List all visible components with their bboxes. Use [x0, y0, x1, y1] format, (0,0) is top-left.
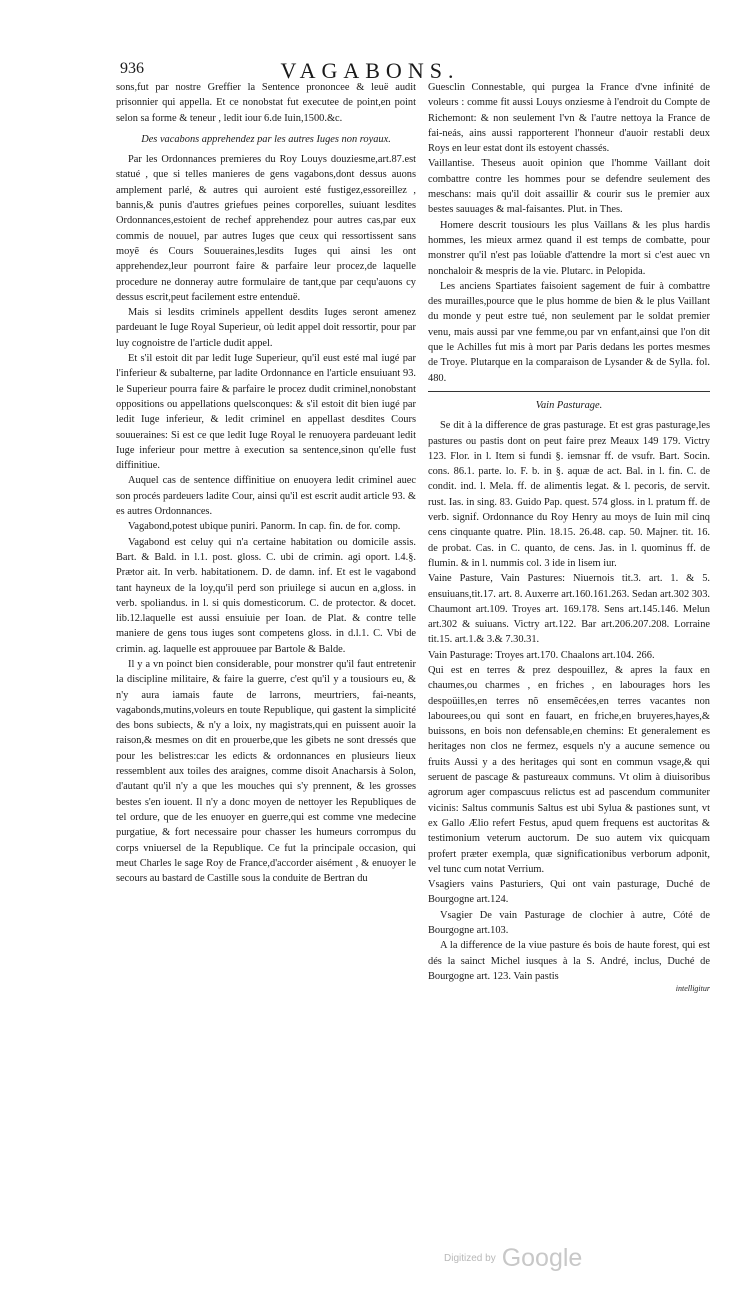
right-paragraph: Homere descrit tousiours les plus Vaillans & les plus hardis hommes, les mieux armez quand il est temps de combatte, pour monstrer qu'il n'est pas loüable d'attendre la mort si c'est auec vn nonchaloir & mespris de la vie. Plutarc. in Pelopida. — [428, 219, 710, 277]
right-paragraph: Vsagiers vains Pasturiers, Qui ont vain pasturage, Duché de Bourgogne art.124. — [428, 879, 710, 906]
left-paragraph: Et s'il estoit dit par ledit Iuge Superieur, qu'il eust esté mal iugé par l'inferieur & subalterne, par ladite Ordonnance en l'article ensuiuant 93. le Superieur pourra faire & parfaire le procez dudit criminel,nonobstant oppositions ou appellations quelsconques: & s'il estoit dit bien iugé par ledit Iuge inferieur, & ledit criminel en appellast desdites Cours souueraines: Si est ce que ledit Iuge Royal le renuoyera pardeuant ledit Iuge inferieur pour mettre à execution sa sentence,sinon qu'elle fust diffinitiue. — [116, 353, 416, 472]
page-number: 936 — [120, 60, 144, 77]
digitized-watermark — [444, 1244, 644, 1274]
right-paragraph: Qui est en terres & prez despouillez, & apres la faux en chaumes,ou charmes , en friches , en labourages hors les despoüilles,en terres nõ ensemẽcées,en terres vacantes non labourees,ou qui sont en fauart, en friche,en bruyeres,hayes,& buissons, en bois non defensable,en chemins: Et generalement es heritages non clos ne fermez, esquels n'y a aucune semence ou fruits Aussi y a des heritages qui sont en commun vsage,& qui seruent de pascage & pastureaux communs. Vt olim à diuisoribus agrorum ager compascuus relictus est ad pascendum communiter vicinis: Saltus communis Saltus est ubi Sylua & pastiones sunt, vt ex Gallo Ælio refert Festus, apud quem frequens est auctoritas & testimonium veterum auctorum. De suo autem vix quicquam profert præter exempla, quæ significationibus verborum adponit, vel tunc cum notat Verrium. — [428, 664, 710, 875]
right-paragraph: intelligitur — [675, 984, 710, 994]
right-rule — [428, 391, 710, 392]
right-paragraph: Vaine Pasture, Vain Pastures: Niuernois tit.3. art. 1. & 5. ensuiuans,tit.17. art. 8. Auxerre art.160.161.263. Sedan art.302 303. Chaumont art.109. Troyes art. 169.178. Sens art.145.146. Melun art.302 & suiuans. Victry art.122. Bar art.206.207.208. Lorraine tit.15. art.1.& 3.& 7.30.31. — [428, 573, 710, 646]
left-paragraph: Mais si lesdits criminels appellent desdits Iuges seront amenez pardeuant le Iuge Royal Superieur, où ledit appel doit ressortir, pour par luy cognoistre de l'article dudit appel. — [116, 307, 416, 349]
right-section-heading: Vain Pasturage. — [535, 399, 603, 411]
left-paragraph: Auquel cas de sentence diffinitiue on enuoyera ledit criminel auec son procés pardeuers ladite Cour, ainsi qu'il est escrit audit article 93. & es autres Ordonnances. — [116, 475, 416, 518]
right-column — [428, 80, 710, 993]
left-column — [116, 80, 416, 886]
left-paragraph: sons,fut par nostre Greffier la Sentence prononcee & leuë audit prisonnier qui appella. Et ce nonobstat fut executee de point,en point selon sa forme & teneur , ledit iour 6.de Iuin,1500.&c. — [116, 82, 416, 124]
left-paragraph: Il y a vn poinct bien considerable, pour monstrer qu'il faut entretenir la discipline militaire, & faire la guerre, c'est qu'il y a tousiours eu, & n'y aura iamais faute de larrons, meurtriers, fai-neants, vagabonds,mutins,voleurs en toute Republique, qui gastent la simplicité des bons subiects, & n'y a loix, ny magistrats,qui en puissent auoir la raison,& mesmes on dit en prouerbe,que les gibets ne sont dressés que pour les belistres:car les edicts & ordonnances en plusieurs lieux ressemblent aux toiles des araignes, comme disoit Anacharsis à Solon, d'autant qu'il n'y a que les mouches qui s'y prennent, & les grosses bestes s'en iouent. Il n'y a donc moyen de nettoyer les Republiques de tel ordure, que de les enuoyer en guerre,qui est comme vne medecine purgatiue, & fort necessaire pour chasser les humeurs corrompus du corps vniuersel de la Republique. Ce fut la principale occasion, qui meut Charles le sage Roy de France,d'accorder aisément , & enuoyer le secours au bastard de Castille sous la conduite de Bertran du — [116, 658, 416, 885]
right-paragraph: Vsagier De vain Pasturage de clochier à autre, Cóté de Bourgogne art.103. — [428, 909, 710, 937]
left-paragraph: Vagabond,potest ubique puniri. Panorm. In cap. fin. de for. comp. — [128, 521, 401, 533]
right-paragraph: A la difference de la viue pasture és bois de haute forest, qui est dés la sainct Michel iusques à la S. André, inclus, Duché de Bourgogne art. 123. Vain pastis — [428, 940, 710, 982]
right-paragraph: Les anciens Spartiates faisoient sagement de fuir à combattre des murailles,pource que le plus homme de bien & le plus Vaillant du monde y peut estre tué, non seulement par le soldat premier venu, mais aussi par vne femme,ou par vn enfant,ainsi que l'on dit que le Achilles fut mis à mort par Paris dedans les portes mesmes de Troye. Plutarque en la comparaison de Lysander & de Sylla. fol. 480. — [428, 280, 710, 384]
left-paragraph: Vagabond est celuy qui n'a certaine habitation ou domicile assis. Bart. & Bald. in l.1. post. gloss. C. ubi de crimin. agi oport. l.4.§. Prætor ait. In verb. habitationem. D. de damn. inf. Et est le vagabond tant hayneux de la loy,qu'il perd son priuilege si aucun en a,gloss. in verb. spoliandus. in l. si quis domesticorum. C. de protector. & docet. lib.12.laquelle est aussi ensuiuie per Ioan. de Plat. & contre telle maniere de gens tous iuges sont competens gloss. in d.l.1. C. Vbi de crimin. ag. laquelle est approuuee par Bartole & Balde. — [116, 536, 416, 655]
left-section-heading: Des vacabons apprehendez par les autres Iuges non royaux. — [141, 133, 391, 145]
watermark-label: Digitized by — [444, 1253, 496, 1264]
right-paragraph: Vaillantise. Theseus auoit opinion que l'homme Vaillant doit combattre contre les hommes pour se defendre seulement des meschans: mais qu'il doit assaillir & courir sus le premier aux bestes sauuages & mal-faisantes. Plut. in Thes. — [428, 158, 710, 216]
watermark-brand: Google — [501, 1244, 583, 1272]
running-title: VAGABONS. — [280, 58, 460, 83]
right-paragraph: Vain Pasturage: Troyes art.170. Chaalons art.104. 266. — [428, 649, 655, 661]
right-paragraph: Se dit à la difference de gras pasturage. Et est gras pasturage,les pastures ou pastis dont on peut faire prez Meaux 149 179. Victry 123. Flor. in l. Item si fundi §. iemsnar ff. de vsufr. Bart. Socin. cons. 86.1. parte. lo. F. b. in §. aquæ de act. Bal. in l. fin. C. de condit. ind. l. Mela. ff. de alimentis legat. & l. pecoris, de servit. rust. Ias. in sing. 83. Guido Pap. quest. 574 gloss. in l. pratum ff. de verb. signif. Ordonnance du Roy Henry au moys de Iuin mil cinq cens cinquante quatre. Plin. 18.15. 26.48. cap. 50. Majner. tit. 16. de probat. Cas. in C. quanto, de cens. Jas. in l. quominus ff. de flumin. & in l. nummis col. 3 ide in lisem iur. — [428, 420, 710, 569]
left-paragraph: Par les Ordonnances premieres du Roy Louys douziesme,art.87.est statué , que si telles manieres de gens vagabons,dont dessus auons amplement parlé, & autres qui auroient esté fustigez,essoreillez , bannis,& punis d'autres griefues peines corporelles, suiuant lesdites Ordonnances,estoient de rechef apprehendez pour autres cas,par eux commis de nouuel, par autres Iuges que ceux qui ressortissent sans moyẽ és Cours Souueraines,lesdits Iuges qui ainsi les ont apprehendez,leur pourront faire & parfaire leur procez,de laquelle procedure ne donneray autre formulaire de tant,que par cequ'auons cy dessus escrit,peut facilement estre entenduë. — [116, 154, 416, 303]
right-paragraph: Guesclin Connestable, qui purgea la France d'vne infinité de voleurs : comme fit aussi Louys onziesme à l'endroit du Compte de Richemont: & non seulement l'vn & l'autre nettoya la France de fai-neás, ains aussi rapporterent l'honneur d'auoir restabli deux Roys en leur estat dont ils estoyent chassés. — [428, 82, 710, 155]
